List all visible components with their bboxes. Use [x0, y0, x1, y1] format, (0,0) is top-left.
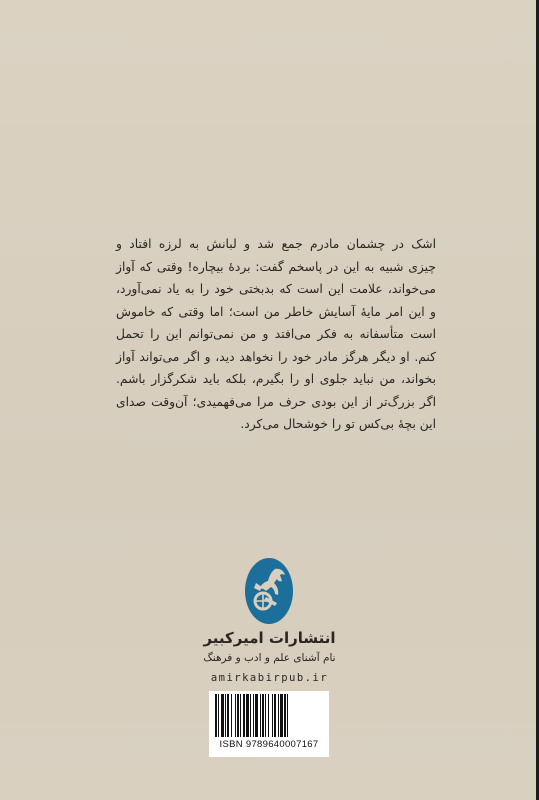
barcode-bar — [253, 694, 254, 737]
blurb-line: این بچهٔ بی‌کس تو را خوشحال می‌کرد. — [240, 417, 436, 431]
barcode-bar — [262, 694, 264, 737]
blurb-line: بخواند، من نباید جلوی او را بگیرم، بلکه باید شکرگزار باشم. — [116, 372, 436, 386]
barcode-bar — [284, 694, 286, 737]
barcode-bar — [246, 694, 249, 737]
barcode-bar — [255, 694, 258, 737]
blurb-line: است متأسفانه به فکر می‌افتد و من نمی‌توانم این را تحمل — [116, 327, 436, 341]
barcode-bar — [215, 694, 217, 737]
barcode-bar — [287, 694, 288, 737]
barcode-bar — [218, 694, 219, 737]
blurb-line: اشک در چشمان مادرم جمع شد و لبانش به لرزه افتاد و — [116, 237, 436, 251]
barcode-bars — [215, 694, 323, 737]
barcode-bar — [237, 694, 239, 737]
blurb-line: کنم. او دیگر هرگز مادر خود را نخواهد دید، و اگر می‌تواند آواز — [116, 349, 436, 364]
horse-chariot-logo-icon — [244, 557, 294, 625]
barcode-bar — [240, 694, 241, 737]
barcode-bar — [221, 694, 224, 737]
barcode-bar — [231, 694, 232, 737]
barcode-bar — [243, 694, 245, 737]
barcode-bar — [268, 694, 269, 737]
publisher-tagline: نام آشنای علم و ادب و فرهنگ — [203, 652, 336, 664]
barcode-bar — [225, 694, 226, 737]
barcode-bar — [278, 694, 279, 737]
barcode-bar — [272, 694, 273, 737]
barcode-bar — [274, 694, 276, 737]
publisher-name: انتشارات امیرکبیر — [203, 629, 336, 647]
blurb-line: چیزی شبیه به این در پاسخم گفت: بردهٔ بیچاره! وقتی که آواز — [116, 259, 436, 274]
barcode-bar — [260, 694, 261, 737]
barcode-bar — [227, 694, 229, 737]
isbn-number: ISBN 9789640007167 — [219, 739, 319, 750]
barcode-bar — [280, 694, 283, 737]
blurb-line: و این امر مایهٔ آسایش خاطر من است؛ اما وقتی که خاموش — [116, 304, 436, 319]
blurb-line: می‌خواند، علامت این است که بدبختی خود را به یاد نمی‌آورد، — [116, 282, 436, 296]
publisher-url: amirkabirpub.ir — [210, 672, 329, 684]
barcode-bar — [235, 694, 236, 737]
blurb-text — [116, 233, 436, 436]
isbn-barcode — [209, 691, 329, 757]
blurb-line: اگر بزرگ‌تر از این بودی حرف مرا می‌فهمیدی؛ آن‌وقت صدای — [116, 394, 436, 409]
barcode-bar — [265, 694, 266, 737]
barcode-bar — [250, 694, 251, 737]
